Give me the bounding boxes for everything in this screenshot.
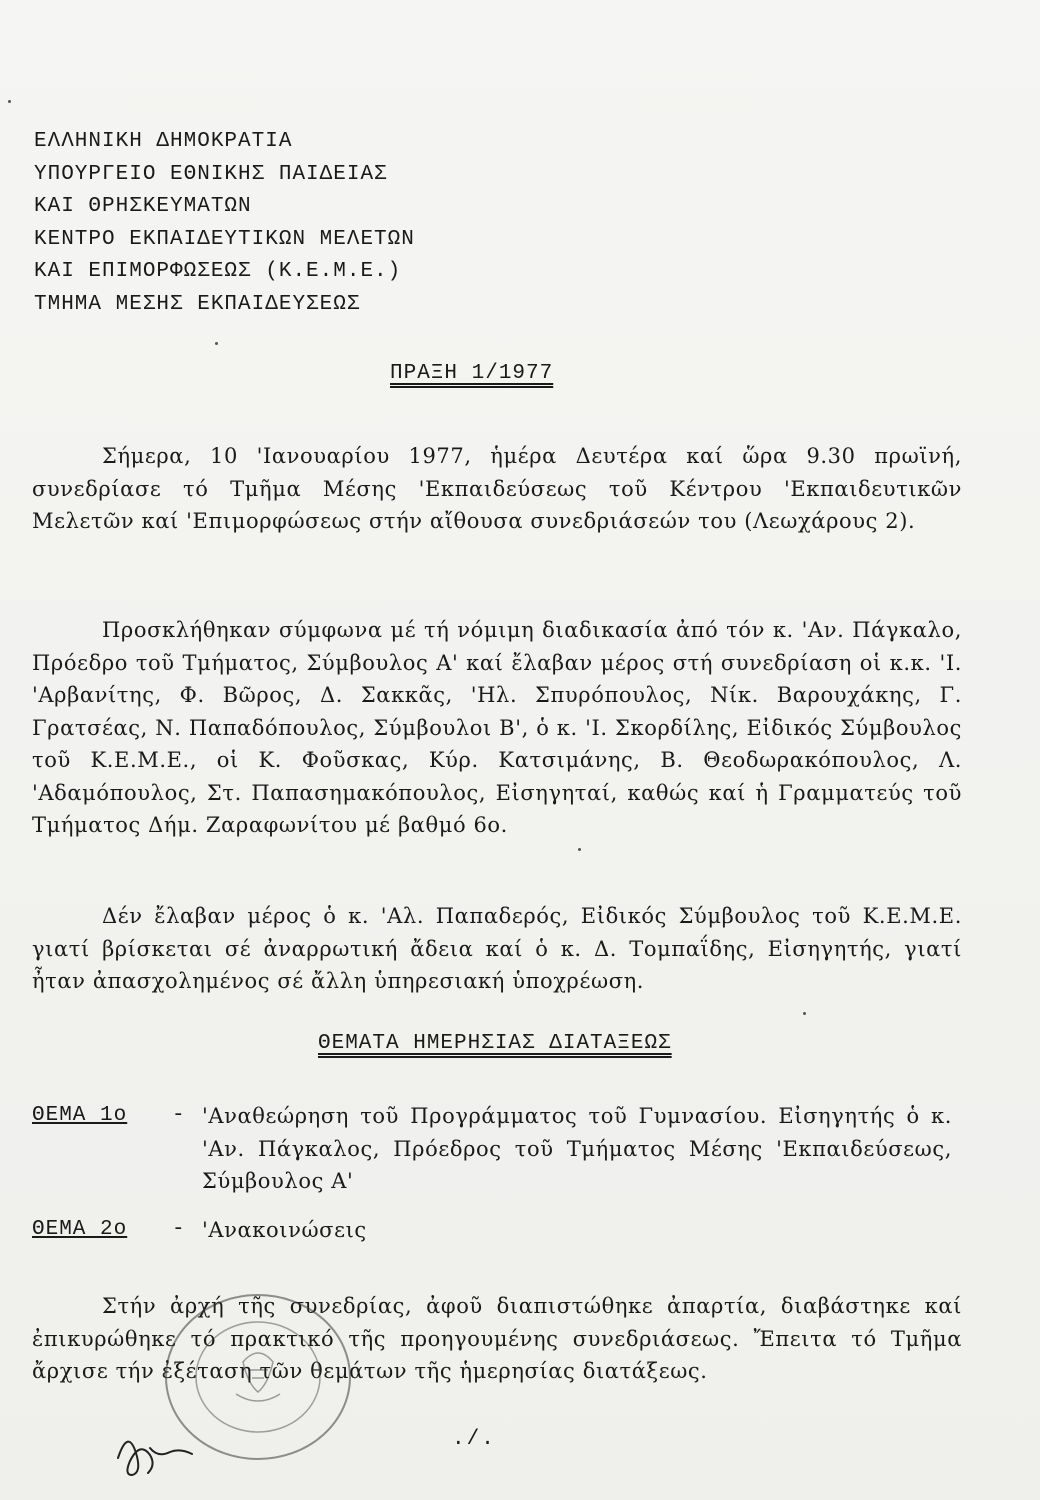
letterhead <box>34 126 415 321</box>
continuation-mark: ./. <box>452 1428 496 1451</box>
paper-speck <box>578 848 581 851</box>
paper-speck <box>8 100 11 103</box>
agenda-item-label: ΘΕΜΑ 2ο <box>32 1218 128 1241</box>
handwritten-signature-icon <box>110 1418 200 1488</box>
agenda-item-text: 'Αναθεώρηση τοῦ Προγράμματος τοῦ Γυμνασίου. Εἰσηγητής ὁ κ. 'Αν. Πάγκαλος, Πρόεδρος τοῦ Τμήματος Μέσης 'Εκπαιδεύσεως, Σύμβουλος Α' <box>202 1104 952 1193</box>
letterhead-line: ΥΠΟΥΡΓΕΙΟ ΕΘΝΙΚΗΣ ΠΑΙΔΕΙΑΣ <box>34 162 388 186</box>
opening-paragraph: Σήμερα, 10 'Ιανουαρίου 1977, ἡμέρα Δευτέρα καί ὥρα 9.30 πρωϊνή, συνεδρίασε τό Τμῆμα Μέσης 'Εκπαιδεύσεως τοῦ Κέντρου 'Εκπαιδευτικῶν Μελετῶν καί 'Επιμορφώσεως στήν αἴθουσα συνεδριάσεών του (Λεωχάρους 2). <box>32 444 962 533</box>
closing-paragraph: Στήν ἀρχή τῆς συνεδρίας, ἀφοῦ διαπιστώθηκε ἀπαρτία, διαβάστηκε καί ἐπικυρώθηκε τό πρακτικό τῆς προηγουμένης συνεδριάσεως. Ἔπειτα τό Τμῆμα ἄρχισε τήν ἐξέταση τῶν θεμάτων τῆς ἡμερησίας διατάξεως. <box>32 1294 962 1383</box>
letterhead-line: ΕΛΛΗΝΙΚΗ ΔΗΜΟΚΡΑΤΙΑ <box>34 130 293 153</box>
paper-speck <box>215 342 218 345</box>
agenda-item-label: ΘΕΜΑ 1ο <box>32 1104 128 1127</box>
document-title: ΠΡΑΞΗ 1/1977 <box>390 362 554 385</box>
attendees-paragraph: Προσκλήθηκαν σύμφωνα μέ τή νόμιμη διαδικασία ἀπό τόν κ. 'Αν. Πάγκαλο, Πρόεδρο τοῦ Τμήματος, Σύμβουλος Α' καί ἔλαβαν μέρος στή συνεδρίαση οἱ κ.κ. 'Ι. 'Αρβανίτης, Φ. Βῶρος, Δ. Σακκᾶς, 'Ηλ. Σπυρόπουλος, Νίκ. Βαρουχάκης, Γ. Γρατσέας, Ν. Παπαδόπουλος, Σύμβουλοι Β', ὁ κ. 'Ι. Σκορδίλης, Εἰδικός Σύμβουλος τοῦ Κ.Ε.Μ.Ε., οἱ Κ. Φοῦσκας, Κύρ. Κατσιμάνης, Β. Θεοδωρακόπουλος, Λ. 'Αδαμόπουλος, Στ. Παπασημακόπουλος, Εἰσηγηταί, καθώς καί ἡ Γραμματεύς τοῦ Τμήματος Δήμ. Ζαραφωνίτου μέ βαθμό 6ο. <box>32 618 962 837</box>
letterhead-line: ΤΜΗΜΑ ΜΕΣΗΣ ΕΚΠΑΙΔΕΥΣΕΩΣ <box>34 292 361 316</box>
agenda-heading: ΘΕΜΑΤΑ ΗΜΕΡΗΣΙΑΣ ΔΙΑΤΑΞΕΩΣ <box>318 1032 672 1055</box>
agenda-item-text: 'Ανακοινώσεις <box>202 1218 367 1242</box>
agenda-item-dash: - <box>172 1218 185 1241</box>
letterhead-line: ΚΕΝΤΡΟ ΕΚΠΑΙΔΕΥΤΙΚΩΝ ΜΕΛΕΤΩΝ <box>34 227 415 251</box>
letterhead-line: ΚΑΙ ΘΡΗΣΚΕΥΜΑΤΩΝ <box>34 195 252 218</box>
agenda-item-dash: - <box>172 1104 185 1127</box>
absent-paragraph: Δέν ἔλαβαν μέρος ὁ κ. 'Αλ. Παπαδερός, Εἰδικός Σύμβουλος τοῦ Κ.Ε.Μ.Ε. γιατί βρίσκεται σέ ἀναρρωτική ἄδεια καί ὁ κ. Δ. Τομπαΐδης, Εἰσηγητής, γιατί ἦταν ἀπασχολημένος σέ ἄλλη ὑπηρεσιακή ὑποχρέωση. <box>32 904 962 993</box>
paper-speck <box>803 1012 806 1015</box>
letterhead-line: ΚΑΙ ΕΠΙΜΟΡΦΩΣΕΩΣ (Κ.Ε.Μ.Ε.) <box>34 260 402 283</box>
